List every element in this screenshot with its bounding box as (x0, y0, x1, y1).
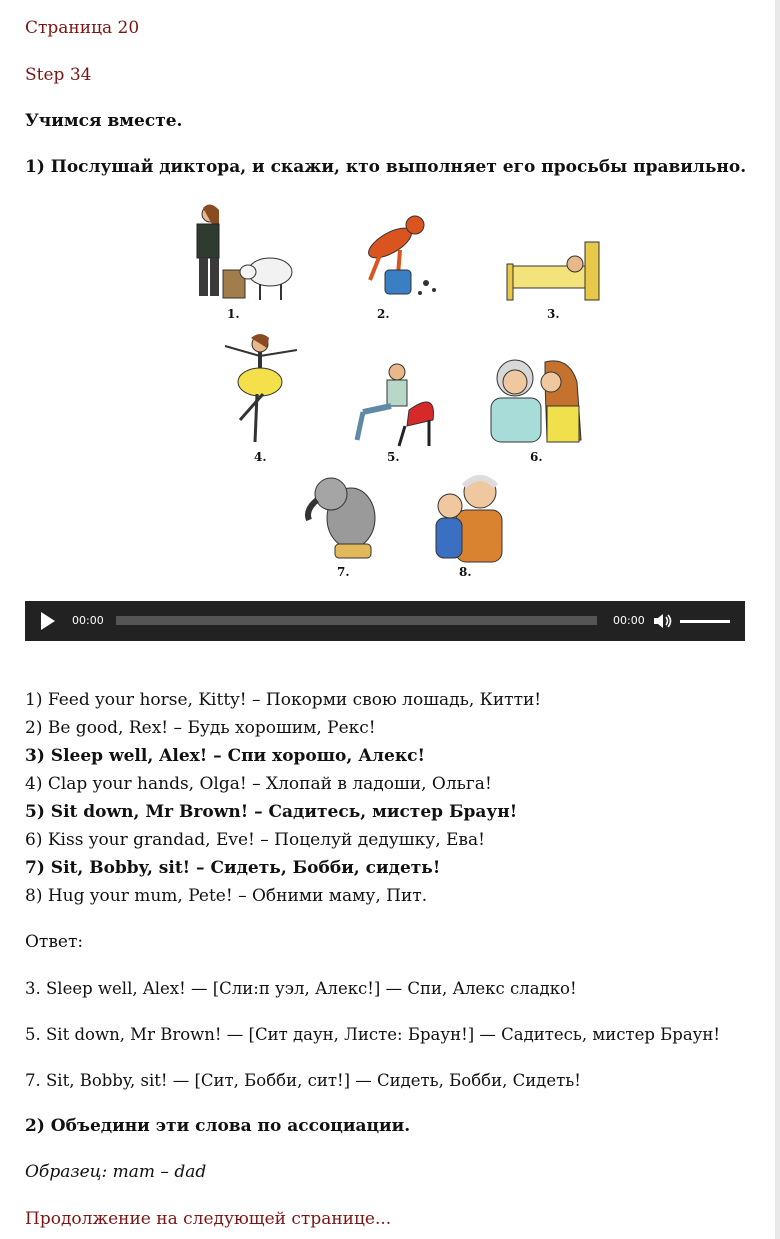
caption-5: 5. (387, 450, 400, 464)
command-5: 5) Sit down, Mr Brown! – Садитесь, мистер Браун! (25, 802, 518, 822)
illustration-5-man-sitting (347, 360, 439, 448)
audio-player (25, 601, 745, 641)
command-3: 3) Sleep well, Alex! – Спи хорошо, Алекс! (25, 746, 425, 766)
illustration-1-girl-feeding-sheep (175, 200, 295, 308)
illustration-8-boy-hugging-grandad (430, 470, 506, 564)
caption-6: 6. (530, 450, 543, 464)
page-link[interactable]: Страница 20 (25, 18, 140, 38)
seek-bar[interactable] (116, 616, 597, 625)
task-1-heading: 1) Послушай диктора, и скажи, кто выполняет его просьбы правильно. (25, 157, 747, 177)
command-7: 7) Sit, Bobby, sit! – Сидеть, Бобби, сидеть! (25, 858, 441, 878)
command-2: 2) Be good, Rex! – Будь хорошим, Рекс! (25, 718, 376, 738)
command-8: 8) Hug your mum, Pete! – Обними маму, Пит. (25, 886, 428, 906)
caption-2: 2. (377, 307, 390, 321)
caption-8: 8. (459, 565, 472, 579)
step-link[interactable]: Step 34 (25, 65, 92, 85)
section-heading: Учимся вместе. (25, 111, 183, 131)
illustration-6-girl-kissing-grandad (485, 352, 589, 444)
scrollbar-rail[interactable] (775, 0, 780, 1239)
continue-link[interactable]: Продолжение на следующей странице... (25, 1209, 392, 1229)
command-1: 1) Feed your horse, Kitty! – Покорми свою лошадь, Китти! (25, 690, 542, 710)
illustration-2-dog-jumping (340, 205, 450, 305)
duration: 00:00 (613, 614, 645, 627)
play-icon[interactable] (41, 612, 55, 630)
caption-4: 4. (254, 450, 267, 464)
speaker-icon[interactable] (653, 612, 673, 630)
command-6: 6) Kiss your grandad, Eve! – Поцелуй дедушку, Ева! (25, 830, 485, 850)
illustration-7-elephant-sitting (301, 470, 383, 562)
caption-3: 3. (547, 307, 560, 321)
task-2-heading: 2) Объедини эти слова по ассоциации. (25, 1116, 411, 1136)
example-text: Образец: mam – dad (25, 1162, 207, 1182)
answer-3: 7. Sit, Bobby, sit! — [Сит, Бобби, сит!] — Сидеть, Бобби, Сидеть! (25, 1071, 581, 1090)
answer-2: 5. Sit down, Mr Brown! — [Сит даун, Листе: Браун!] — Садитесь, мистер Браун! (25, 1025, 720, 1044)
illustration-3-boy-sleeping (505, 238, 603, 304)
answer-1: 3. Sleep well, Alex! — [Сли:п уэл, Алекс!] — Спи, Алекс сладко! (25, 979, 577, 998)
answer-label: Ответ: (25, 932, 84, 952)
current-time: 00:00 (72, 614, 104, 627)
caption-1: 1. (227, 307, 240, 321)
illustration-4-girl-dancing (215, 330, 305, 448)
volume-slider[interactable] (680, 620, 730, 623)
command-4: 4) Clap your hands, Olga! – Хлопай в ладоши, Ольга! (25, 774, 492, 794)
caption-7: 7. (337, 565, 350, 579)
